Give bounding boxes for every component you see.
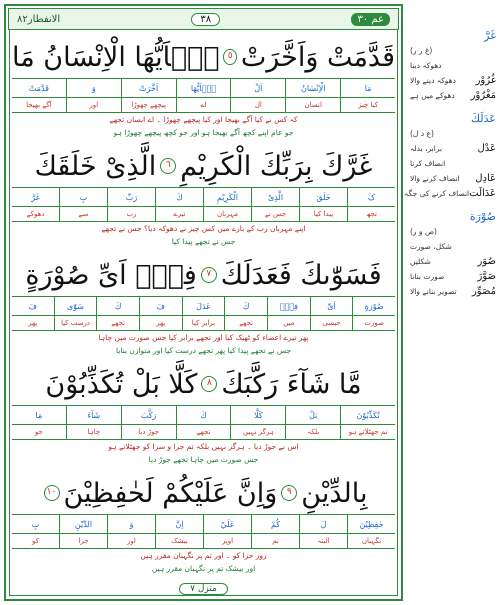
word-meaning-cell: پیچھے چھوڑا	[121, 98, 176, 112]
verse-tafseer-line: جس صورت میں چاہا تجھے جوڑ دیا	[148, 455, 259, 464]
word-cell: كَ	[176, 406, 231, 424]
glossary-entry	[410, 209, 496, 224]
word-by-word-row	[12, 514, 395, 534]
glossary-meaning: انصاف کرنا	[410, 159, 446, 168]
glossary-word: صَوَّرَ	[477, 271, 496, 282]
glossary-meaning: برابر، بدلہ	[410, 144, 443, 153]
surah-label: الانفطار٨٢	[17, 13, 61, 25]
verse-tafseer-line: جو عام اپنے کچھ آگے بھیجا ہو اور جو کچھ پیچھے چھوڑا ہو	[113, 128, 294, 137]
glossary-entry	[410, 73, 496, 88]
word-meaning-cell: پھر	[139, 316, 182, 330]
word-cell: کَ	[347, 188, 395, 206]
word-by-word-row	[12, 296, 395, 316]
word-meaning-row	[12, 534, 395, 549]
glossary-meaning: (غ ر ر)	[410, 46, 433, 55]
glossary-entry	[410, 254, 496, 269]
glossary-word: صُوَر	[477, 256, 496, 267]
glossary-entry	[404, 186, 496, 201]
glossary-word: عَدَالَت	[469, 188, 496, 199]
word-meaning-cell: اور	[66, 98, 121, 112]
word-meaning-cell: چاہا	[66, 425, 121, 439]
word-cell: كَ	[155, 188, 203, 206]
verse-arabic-text: فَسَوّٰىكَ فَعَدَلَكَ	[220, 259, 382, 291]
verse-arabic-text-continued: يٰۤاَيُّهَا الْاِنْسَانُ مَا	[12, 41, 220, 73]
glossary-meaning: شکلیں	[410, 257, 431, 266]
verse-translation: اپنے مہربان رب کے بارے میں کس چیز نے دھوکہ دیا؟ جس نے تجھے	[101, 224, 306, 233]
glossary-word: عَادِل	[475, 173, 496, 184]
word-cell: لَ	[299, 515, 347, 533]
glossary-word: مَغْرُوْر	[470, 90, 496, 101]
glossary-meaning: دھوکے میں ہے	[410, 91, 455, 100]
verse-arabic-line	[12, 36, 395, 78]
word-cell: مَا	[35, 410, 43, 420]
verse-translation: پھر تیرے اعضاء کو ٹھیک کیا اور تجھے برابر کیا جس صورت میں چاہا	[98, 333, 309, 342]
glossary-entry	[410, 269, 496, 284]
word-meaning-cell: تم جھٹلاتے ہو	[340, 425, 395, 439]
verse-translation: کہ کس نے کیا آگے بھیجا اور کیا پیچھے چھوڑا ۔ اے انسان تجھے	[109, 115, 298, 124]
word-by-word-row	[12, 78, 395, 98]
glossary-entry	[410, 284, 496, 299]
glossary-sidebar	[404, 28, 496, 588]
word-cell: صُوْرَةٍ	[352, 297, 395, 315]
verse-arabic-text: قَدَّمَتْ وَاَخَّرَتْ	[240, 41, 395, 73]
glossary-word: عَدْل	[477, 143, 496, 154]
verse-arabic-text: بِالدِّيْنِ	[301, 477, 368, 509]
word-cell: فِيْۤ	[267, 297, 310, 315]
word-meaning-cell: اور	[107, 534, 155, 548]
glossary-word: غَرَّ	[484, 29, 496, 42]
word-meaning-cell: اوپر	[203, 534, 251, 548]
ayah-marker-icon: ٧	[201, 267, 217, 283]
glossary-entry	[410, 171, 496, 186]
glossary-word: صُوْرَة	[469, 210, 496, 223]
ayah-marker-icon: ٨	[201, 376, 217, 392]
word-cell: وَ	[66, 79, 121, 97]
glossary-entry	[410, 224, 496, 239]
word-cell: حٰفِظِيْنَ	[347, 515, 395, 533]
word-meaning-cell: بیشک	[155, 534, 203, 548]
verse-arabic-text-continued: كَلَّا بَلْ تُكَذِّبُوْنَ	[45, 368, 198, 400]
verse-arabic-line	[12, 363, 395, 405]
glossary-entry	[410, 88, 496, 103]
verse-tafseer-line: جس نے تجھے پیدا کیا پھر تجھے درست کیا اور متوازن بنایا	[115, 346, 292, 355]
word-cell: كَلَّا	[230, 406, 285, 424]
word-meaning-cell: جس نے	[251, 207, 299, 221]
glossary-entry	[410, 239, 496, 254]
word-meaning-cell: پیدا کیا	[299, 207, 347, 221]
glossary-word: مُصَوِّر	[471, 286, 496, 297]
word-meaning-cell: بلکہ	[285, 425, 340, 439]
word-cell: عَلَيْ	[203, 515, 251, 533]
word-meaning-row	[12, 207, 395, 222]
verse-translation: روز جزا کو ۔ اور تم پر نگہبان مقرر ہیں	[140, 551, 267, 560]
glossary-entry	[410, 141, 496, 156]
word-cell: الَّذِىْ	[251, 188, 299, 206]
word-cell: بِ	[59, 188, 107, 206]
word-cell: فَ	[139, 297, 182, 315]
word-meaning-row	[12, 98, 395, 113]
verse-translation: اس نے جوڑ دیا ۔ ہرگز نہیں بلکہ تم جزا و سزا کو جھٹلاتے ہو	[108, 442, 299, 451]
page-number: ٣٨	[191, 13, 220, 26]
word-cell: فَ	[28, 301, 37, 311]
ayah-marker-icon: ٦	[160, 158, 176, 174]
word-cell: عَدَلَ	[182, 297, 225, 315]
glossary-entry	[410, 126, 496, 141]
word-meaning-cell: جوڑ دیا	[121, 425, 176, 439]
manzil-label: منزل ٧	[179, 583, 228, 595]
word-cell: وَ	[107, 515, 155, 533]
verse-block	[12, 145, 395, 248]
word-cell: الْكَرِيْمِ	[203, 188, 251, 206]
word-meaning-cell: جو	[34, 428, 43, 436]
word-meaning-row	[12, 425, 395, 440]
word-meaning-cell: آگے بھیجا	[26, 101, 52, 109]
word-meaning-cell: رب	[107, 207, 155, 221]
glossary-word: عَدَلَكَ	[471, 112, 496, 125]
ayah-marker-icon: ١٠	[44, 485, 60, 501]
glossary-meaning: شکل، صورت	[410, 242, 452, 251]
word-cell: سَوّٰى	[54, 297, 97, 315]
word-cell: اِنَّ	[155, 515, 203, 533]
verse-arabic-text: مَّا شَآءَ رَكَّبَكَ	[221, 368, 362, 400]
verse-arabic-line	[12, 254, 395, 296]
word-meaning-cell: تجھے	[224, 316, 267, 330]
word-meaning-cell: تجھ	[347, 207, 395, 221]
verse-arabic-text-continued: فِيْۤ اَىِّ صُوْرَةٍ	[25, 259, 197, 291]
word-meaning-cell: نگہبان	[347, 534, 395, 548]
word-meaning-cell: سے	[59, 207, 107, 221]
word-meaning-cell: صورت	[352, 316, 395, 330]
word-cell: اَىِّ	[310, 297, 353, 315]
verse-arabic-line	[12, 145, 395, 187]
word-meaning-cell: کو	[32, 537, 39, 545]
glossary-meaning: تصویر بنانے والا	[410, 287, 457, 296]
page-header	[8, 8, 399, 30]
verse-block	[12, 254, 395, 357]
glossary-meaning: دھوکہ دینا	[410, 61, 442, 70]
word-cell: رَكَّبَ	[121, 406, 176, 424]
word-meaning-cell: مہربان	[203, 207, 251, 221]
word-meaning-cell: دھوکے	[26, 210, 45, 218]
word-meaning-row	[12, 316, 395, 331]
word-cell: غَرَّ	[31, 192, 40, 202]
word-cell: اَخَّرَتْ	[121, 79, 176, 97]
word-meaning-cell: کیا چیز	[340, 98, 395, 112]
glossary-meaning: (ص و ر)	[410, 227, 437, 236]
glossary-meaning: صورت بنانا	[410, 272, 445, 281]
word-meaning-cell: انسان	[285, 98, 340, 112]
word-cell: تُكَذِّبُوْنَ	[340, 406, 395, 424]
verse-arabic-line	[12, 472, 395, 514]
verse-block	[12, 363, 395, 466]
glossary-entry	[410, 58, 496, 73]
verse-block	[12, 36, 395, 139]
word-cell: شَآءَ	[66, 406, 121, 424]
ayah-marker-icon: ٥	[223, 49, 236, 65]
word-cell: كَ	[96, 297, 139, 315]
verse-arabic-text: غَرَّكَ بِرَبِّكَ الْكَرِيْمِ	[180, 150, 373, 182]
verse-arabic-text-continued: وَاِنَّ عَلَيْكُمْ لَحٰفِظِيْنَ	[63, 477, 278, 509]
word-meaning-cell: درست کیا	[54, 316, 97, 330]
word-meaning-cell: تم	[251, 534, 299, 548]
word-cell: اَلْ	[230, 79, 285, 97]
ayah-marker-icon: ٩	[281, 485, 297, 501]
glossary-word: غُرُوْر	[475, 75, 496, 86]
word-meaning-cell: اے	[176, 98, 231, 112]
word-meaning-cell: جیسی	[310, 316, 353, 330]
verse-tafseer-line: جس نے تجھے پیدا کیا	[171, 237, 236, 246]
word-meaning-cell: میں	[267, 316, 310, 330]
glossary-entry	[410, 156, 496, 171]
word-meaning-cell: جزا	[59, 534, 107, 548]
word-meaning-cell: تیرے	[155, 207, 203, 221]
word-meaning-cell: تجھے	[96, 316, 139, 330]
word-cell: يٰۤاَيُّهَا	[176, 79, 231, 97]
word-cell: خَلَقَ	[299, 188, 347, 206]
verse-block	[12, 472, 395, 575]
word-meaning-cell: ال	[230, 98, 285, 112]
word-cell: الْاِنْسَانُ	[285, 79, 340, 97]
word-by-word-row	[12, 405, 395, 425]
glossary-entry	[410, 43, 496, 58]
glossary-meaning: انصاف کرنے کی جگہ	[404, 189, 470, 198]
verse-arabic-text-continued: الَّذِىْ خَلَقَكَ	[34, 150, 157, 182]
word-cell: بِ	[31, 519, 40, 529]
word-cell: مَا	[340, 79, 395, 97]
word-meaning-cell: البتہ	[299, 534, 347, 548]
word-cell: كُمْ	[251, 515, 299, 533]
glossary-entry	[410, 28, 496, 43]
word-meaning-cell: تجھے	[176, 425, 231, 439]
surah-badge: عم ٣٠	[351, 13, 390, 26]
glossary-meaning: (ع د ل)	[410, 129, 434, 138]
word-meaning-cell: پھر	[28, 319, 38, 327]
word-cell: رَبِّ	[107, 188, 155, 206]
word-meaning-cell: ہرگز نہیں	[230, 425, 285, 439]
glossary-meaning: دھوکہ دینے والا	[410, 76, 456, 85]
word-by-word-row	[12, 187, 395, 207]
word-cell: قَدَّمَتْ	[28, 83, 49, 93]
glossary-meaning: انصاف کرنے والا	[410, 174, 460, 183]
word-cell: الدِّيْنِ	[59, 515, 107, 533]
word-cell: بَلْ	[285, 406, 340, 424]
word-cell: كَ	[224, 297, 267, 315]
word-meaning-cell: برابر کیا	[182, 316, 225, 330]
verse-tafseer-line: اور بیشک تم پر نگہبان مقرر ہیں	[151, 564, 256, 573]
page-footer	[8, 581, 399, 597]
glossary-entry	[410, 111, 496, 126]
